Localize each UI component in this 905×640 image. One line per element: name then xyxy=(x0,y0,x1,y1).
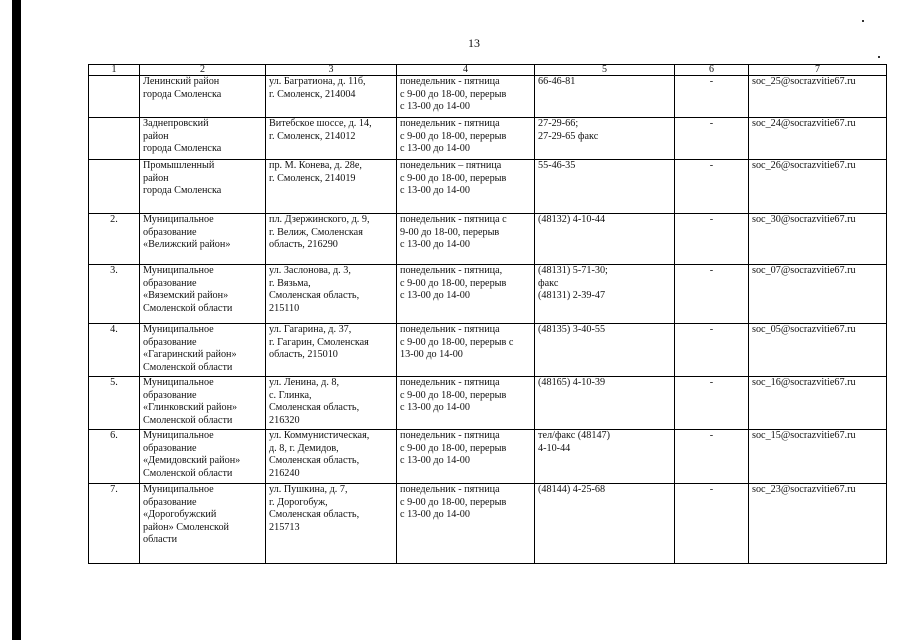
cell-line: г. Смоленск, 214004 xyxy=(269,88,356,100)
cell-line: понедельник - пятница xyxy=(400,484,500,495)
cell-line: Смоленская область, xyxy=(269,509,360,521)
address-cell xyxy=(266,377,397,430)
cell-line: Муниципальное xyxy=(143,377,214,388)
cell-line: область, 216290 xyxy=(269,239,338,251)
cell-line: понедельник - пятница xyxy=(400,377,500,388)
cell-line: район xyxy=(143,130,169,142)
cell-line: с 9-00 до 18-00, перерыв xyxy=(400,277,507,289)
cell-line: 55-46-35 xyxy=(538,160,576,171)
table-row xyxy=(89,430,887,484)
municipality-name-cell xyxy=(140,214,266,265)
cell-line: Смоленская область, xyxy=(269,290,360,302)
row-number: 2. xyxy=(89,214,140,265)
scan-speck xyxy=(878,56,880,58)
phone-cell xyxy=(535,214,675,265)
cell-line: ул. Багратиона, д. 11б, xyxy=(269,76,366,87)
cell-line: понедельник - пятница xyxy=(400,324,500,335)
cell-line: понедельник – пятница xyxy=(400,160,502,171)
col6-cell: - xyxy=(675,76,749,118)
email-cell: soc_23@socrazvitie67.ru xyxy=(749,484,887,564)
working-hours-cell xyxy=(397,265,535,324)
cell-line: Смоленская область, xyxy=(269,402,360,414)
cell-line: 215110 xyxy=(269,302,300,314)
cell-line: понедельник - пятница xyxy=(400,430,500,441)
cell-line: Промышленный xyxy=(143,160,215,171)
row-number: 4. xyxy=(89,324,140,377)
cell-line: Смоленской области xyxy=(143,467,233,479)
phone-cell xyxy=(535,324,675,377)
municipality-name-cell xyxy=(140,160,266,214)
cell-line: Смоленская область, xyxy=(269,455,360,467)
cell-line: «Велижский район» xyxy=(143,239,231,251)
cell-line: ул. Ленина, д. 8, xyxy=(269,377,340,388)
cell-line: с 9-00 до 18-00, перерыв xyxy=(400,130,507,142)
phone-cell xyxy=(535,377,675,430)
cell-line: с 13-00 до 14-00 xyxy=(400,185,470,197)
cell-line: образование xyxy=(143,277,197,289)
row-number: 3. xyxy=(89,265,140,324)
cell-line: Смоленской области xyxy=(143,414,233,426)
table-row xyxy=(89,484,887,564)
cell-line: «Дорогобужский xyxy=(143,509,217,521)
address-cell xyxy=(266,118,397,160)
cell-line: Муниципальное xyxy=(143,214,214,225)
cell-line: (48131) 5-71-30; xyxy=(538,265,608,276)
working-hours-cell xyxy=(397,76,535,118)
working-hours-cell xyxy=(397,324,535,377)
cell-line: «Демидовский район» xyxy=(143,455,241,467)
email-cell: soc_16@socrazvitie67.ru xyxy=(749,377,887,430)
municipality-name-cell xyxy=(140,430,266,484)
cell-line: с 13-00 до 14-00 xyxy=(400,509,470,521)
working-hours-cell xyxy=(397,160,535,214)
cell-line: с. Глинка, xyxy=(269,389,312,401)
address-cell xyxy=(266,160,397,214)
phone-cell xyxy=(535,118,675,160)
cell-line: ул. Коммунистическая, xyxy=(269,430,370,441)
working-hours-cell xyxy=(397,430,535,484)
phone-cell xyxy=(535,76,675,118)
cell-line: с 9-00 до 18-00, перерыв xyxy=(400,389,507,401)
cell-line: «Гагаринский район» xyxy=(143,349,237,361)
header-cell: 2 xyxy=(140,65,266,76)
cell-line: с 13-00 до 14-00 xyxy=(400,101,470,113)
table-row xyxy=(89,324,887,377)
row-number: 7. xyxy=(89,484,140,564)
table-row xyxy=(89,160,887,214)
header-cell: 5 xyxy=(535,65,675,76)
cell-line: с 13-00 до 14-00 xyxy=(400,402,470,414)
address-cell xyxy=(266,265,397,324)
cell-line: Ленинский район xyxy=(143,76,220,87)
cell-line: Заднепровский xyxy=(143,118,209,129)
cell-line: «Глинковский район» xyxy=(143,402,238,414)
col6-cell: - xyxy=(675,430,749,484)
cell-line: «Вяземский район» xyxy=(143,290,229,302)
cell-line: тел/факс (48147) xyxy=(538,430,611,441)
cell-line: образование xyxy=(143,226,197,238)
cell-line: ул. Гагарина, д. 37, xyxy=(269,324,352,335)
cell-line: факс xyxy=(538,277,559,289)
email-cell: soc_30@socrazvitie67.ru xyxy=(749,214,887,265)
cell-line: Витебское шоссе, д. 14, xyxy=(269,118,372,129)
col6-cell: - xyxy=(675,377,749,430)
address-cell xyxy=(266,324,397,377)
row-number xyxy=(89,118,140,160)
table-row xyxy=(89,76,887,118)
email-cell: soc_05@socrazvitie67.ru xyxy=(749,324,887,377)
cell-line: г. Гагарин, Смоленская xyxy=(269,336,369,348)
address-cell xyxy=(266,76,397,118)
table-row xyxy=(89,214,887,265)
cell-line: (48165) 4-10-39 xyxy=(538,377,606,388)
cell-line: 27-29-65 факс xyxy=(538,130,599,142)
cell-line: 13-00 до 14-00 xyxy=(400,349,463,361)
phone-cell xyxy=(535,160,675,214)
col6-cell: - xyxy=(675,265,749,324)
cell-line: пр. М. Конева, д. 28е, xyxy=(269,160,362,171)
page-number: 13 xyxy=(468,36,480,50)
cell-line: ул. Заслонова, д. 3, xyxy=(269,265,351,276)
cell-line: (48144) 4-25-68 xyxy=(538,484,606,495)
header-row xyxy=(89,65,887,76)
cell-line: район xyxy=(143,172,169,184)
cell-line: Смоленской области xyxy=(143,361,233,373)
address-cell xyxy=(266,214,397,265)
working-hours-cell xyxy=(397,118,535,160)
phone-cell xyxy=(535,484,675,564)
scan-speck xyxy=(862,20,864,22)
email-cell: soc_26@socrazvitie67.ru xyxy=(749,160,887,214)
cell-line: пл. Дзержинского, д. 9, xyxy=(269,214,370,225)
cell-line: Муниципальное xyxy=(143,324,214,335)
cell-line: 66-46-81 xyxy=(538,76,576,87)
cell-line: район» Смоленской xyxy=(143,521,230,533)
cell-line: Муниципальное xyxy=(143,484,214,495)
cell-line: с 9-00 до 18-00, перерыв xyxy=(400,88,507,100)
phone-cell xyxy=(535,265,675,324)
municipality-name-cell xyxy=(140,377,266,430)
cell-line: с 9-00 до 18-00, перерыв xyxy=(400,172,507,184)
address-cell xyxy=(266,430,397,484)
municipality-name-cell xyxy=(140,118,266,160)
cell-line: Муниципальное xyxy=(143,430,214,441)
row-number: 5. xyxy=(89,377,140,430)
col6-cell: - xyxy=(675,160,749,214)
email-cell: soc_07@socrazvitie67.ru xyxy=(749,265,887,324)
col6-cell: - xyxy=(675,324,749,377)
cell-line: Смоленской области xyxy=(143,302,233,314)
email-cell: soc_15@socrazvitie67.ru xyxy=(749,430,887,484)
cell-line: с 13-00 до 14-00 xyxy=(400,143,470,155)
municipality-name-cell xyxy=(140,76,266,118)
cell-line: города Смоленска xyxy=(143,143,222,155)
col6-cell: - xyxy=(675,118,749,160)
cell-line: образование xyxy=(143,336,197,348)
municipality-name-cell xyxy=(140,484,266,564)
table-row xyxy=(89,265,887,324)
cell-line: с 13-00 до 14-00 xyxy=(400,455,470,467)
contacts-table xyxy=(88,64,887,564)
header-cell: 6 xyxy=(675,65,749,76)
cell-line: образование xyxy=(143,496,197,508)
cell-line: д. 8, г. Демидов, xyxy=(269,442,339,454)
cell-line: область, 215010 xyxy=(269,349,338,361)
cell-line: 9-00 до 18-00, перерыв xyxy=(400,226,500,238)
cell-line: ул. Пушкина, д. 7, xyxy=(269,484,348,495)
cell-line: понедельник - пятница xyxy=(400,76,500,87)
cell-line: понедельник - пятница xyxy=(400,118,500,129)
row-number: 6. xyxy=(89,430,140,484)
cell-line: города Смоленска xyxy=(143,88,222,100)
cell-line: с 13-00 до 14-00 xyxy=(400,290,470,302)
cell-line: 216320 xyxy=(269,414,300,426)
row-number xyxy=(89,76,140,118)
cell-line: понедельник - пятница с xyxy=(400,214,507,225)
cell-line: 4-10-44 xyxy=(538,442,571,454)
cell-line: 27-29-66; xyxy=(538,118,579,129)
cell-line: г. Смоленск, 214019 xyxy=(269,172,356,184)
cell-line: области xyxy=(143,534,178,546)
working-hours-cell xyxy=(397,484,535,564)
cell-line: образование xyxy=(143,389,197,401)
municipality-name-cell xyxy=(140,265,266,324)
cell-line: г. Вязьма, xyxy=(269,277,311,289)
cell-line: (48135) 3-40-55 xyxy=(538,324,606,335)
cell-line: образование xyxy=(143,442,197,454)
row-number xyxy=(89,160,140,214)
cell-line: города Смоленска xyxy=(143,185,222,197)
phone-cell xyxy=(535,430,675,484)
header-cell: 1 xyxy=(89,65,140,76)
col6-cell: - xyxy=(675,484,749,564)
email-cell: soc_25@socrazvitie67.ru xyxy=(749,76,887,118)
cell-line: с 9-00 до 18-00, перерыв xyxy=(400,496,507,508)
cell-line: понедельник - пятница, xyxy=(400,265,503,276)
email-cell: soc_24@socrazvitie67.ru xyxy=(749,118,887,160)
cell-line: с 9-00 до 18-00, перерыв с xyxy=(400,336,514,348)
working-hours-cell xyxy=(397,377,535,430)
header-cell: 7 xyxy=(749,65,887,76)
cell-line: Муниципальное xyxy=(143,265,214,276)
header-cell: 4 xyxy=(397,65,535,76)
cell-line: с 9-00 до 18-00, перерыв xyxy=(400,442,507,454)
cell-line: г. Велиж, Смоленская xyxy=(269,226,363,238)
municipality-name-cell xyxy=(140,324,266,377)
header-cell: 3 xyxy=(266,65,397,76)
cell-line: г. Дорогобуж, xyxy=(269,496,328,508)
cell-line: с 13-00 до 14-00 xyxy=(400,239,470,251)
cell-line: (48131) 2-39-47 xyxy=(538,290,606,302)
cell-line: 216240 xyxy=(269,467,300,479)
scan-edge-shadow xyxy=(12,0,21,640)
address-cell xyxy=(266,484,397,564)
cell-line: 215713 xyxy=(269,521,300,533)
cell-line: г. Смоленск, 214012 xyxy=(269,130,356,142)
table-row xyxy=(89,377,887,430)
working-hours-cell xyxy=(397,214,535,265)
cell-line: (48132) 4-10-44 xyxy=(538,214,606,225)
col6-cell: - xyxy=(675,214,749,265)
table-row xyxy=(89,118,887,160)
